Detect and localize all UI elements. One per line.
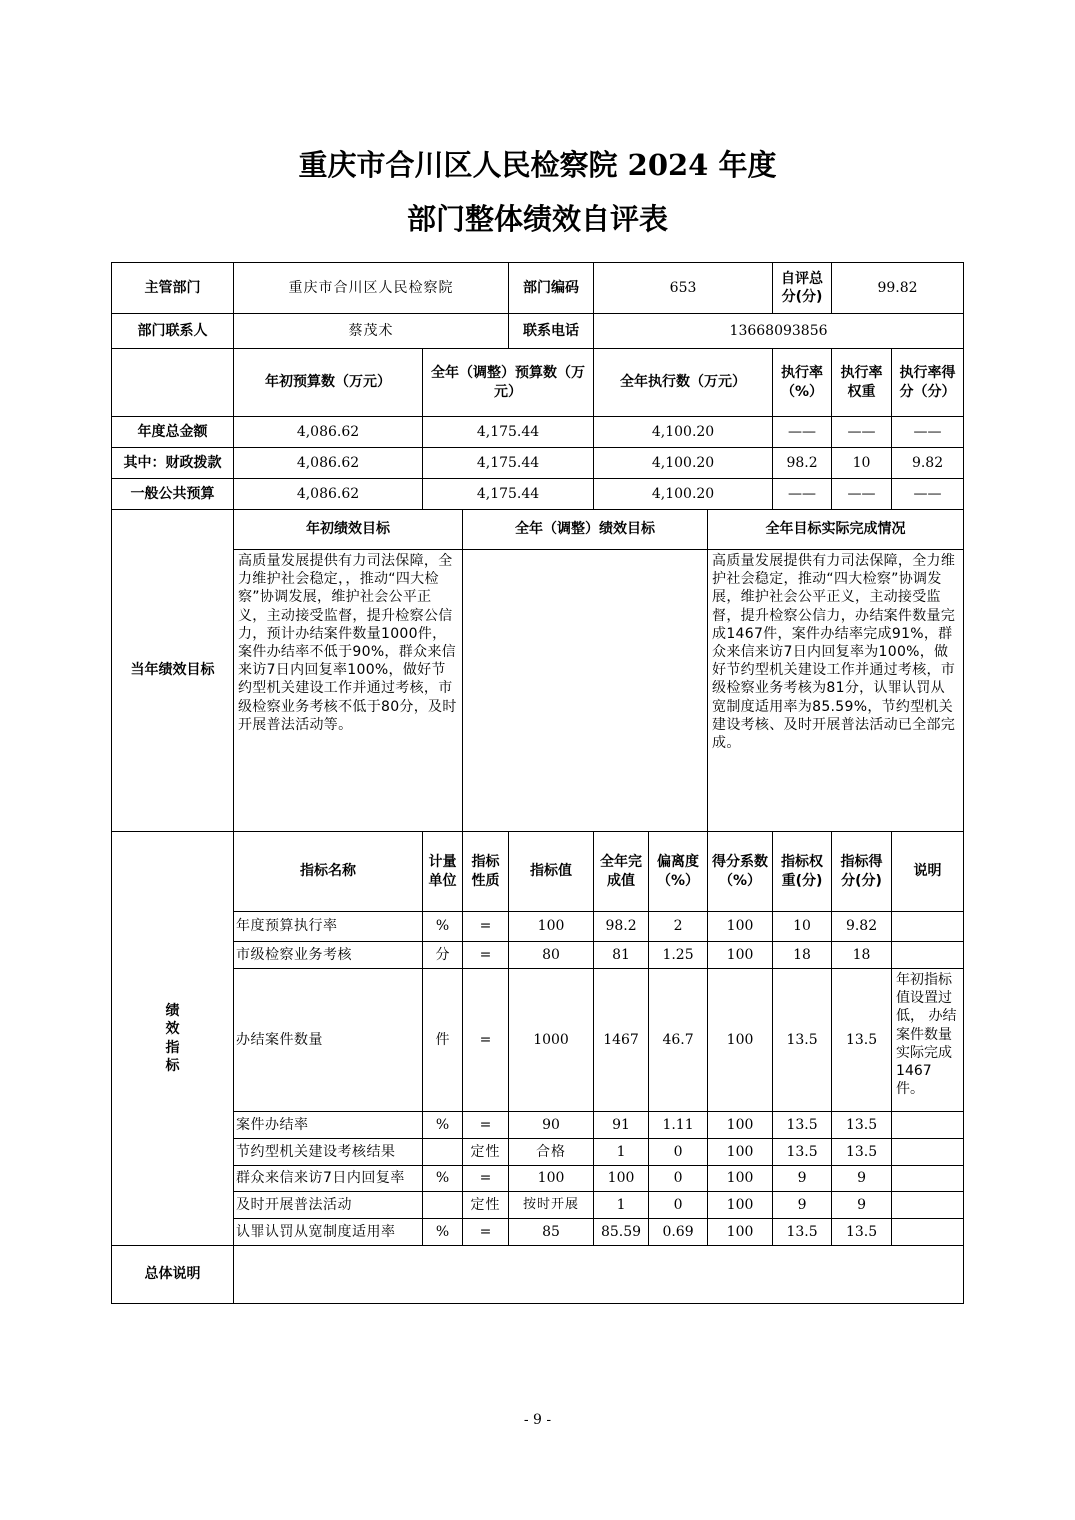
ind-value: 1000 [509, 969, 594, 1112]
budget-row-label: 其中：财政拨款 [112, 448, 234, 479]
ind-deviation: 46.7 [649, 969, 708, 1112]
ind-score: 13.5 [832, 1139, 892, 1166]
executed-header: 全年执行数（万元） [594, 349, 773, 417]
budget-weight: —— [832, 479, 892, 510]
ind-weight-header: 指标权重(分) [773, 832, 832, 912]
ind-weight: 9 [773, 1192, 832, 1219]
ind-unit-header: 计量单位 [423, 832, 463, 912]
budget-initial: 4,086.62 [234, 479, 423, 510]
ind-completed: 98.2 [594, 912, 649, 942]
ind-name: 节约型机关建设考核结果 [234, 1139, 423, 1166]
ind-score: 13.5 [832, 1219, 892, 1246]
ind-value: 100 [509, 912, 594, 942]
ind-nature: = [463, 912, 509, 942]
ind-coef: 100 [708, 1166, 773, 1192]
ind-remark [892, 1166, 964, 1192]
ind-name: 年度预算执行率 [234, 912, 423, 942]
budget-score: 9.82 [892, 448, 964, 479]
budget-rate: 98.2 [773, 448, 832, 479]
ind-unit: % [423, 1166, 463, 1192]
ind-score: 9 [832, 1166, 892, 1192]
budget-weight: 10 [832, 448, 892, 479]
dept-value: 重庆市合川区人民检察院 [234, 263, 509, 314]
dept-code-value: 653 [594, 263, 773, 314]
phone-value: 13668093856 [594, 314, 964, 349]
ind-score: 18 [832, 942, 892, 969]
ind-value: 按时开展 [509, 1192, 594, 1219]
page-number: - 9 - [523, 1412, 552, 1428]
table-row [112, 969, 964, 1112]
ind-remark [892, 1192, 964, 1219]
ind-score: 9.82 [832, 912, 892, 942]
ind-completed: 1 [594, 1192, 649, 1219]
dept-label: 主管部门 [112, 263, 234, 314]
ind-value: 85 [509, 1219, 594, 1246]
budget-executed: 4,100.20 [594, 417, 773, 448]
ind-coef: 100 [708, 942, 773, 969]
table-row [112, 942, 964, 969]
ind-unit: 件 [423, 969, 463, 1112]
ind-nature: = [463, 1166, 509, 1192]
ind-nature: = [463, 1112, 509, 1139]
budget-adjusted: 4,175.44 [423, 417, 594, 448]
summary-label: 总体说明 [112, 1246, 234, 1304]
actual-text: 高质量发展提供有力司法保障，全力维护社会稳定，推动“四大检察”协调发展，维护社会公平正义，主动接受监督，提升检察公信力，办结案件数量完成1467件，案件办结率完成91%，群众来信来访7日内回复率为100%，做好节约型机关建设工作并通过考核，市级检察业务考核为81分，认罪认罚从宽制度适用率为85.59%，节约型机关建设考核、及时开展普法活动已全部完成。 [708, 550, 964, 832]
ind-name-header: 指标名称 [234, 832, 423, 912]
title-line-2: 部门整体绩效自评表 [406, 202, 668, 236]
ind-nature: = [463, 969, 509, 1112]
ind-score-header: 指标得分(分) [832, 832, 892, 912]
ind-deviation-header: 偏离度（%） [649, 832, 708, 912]
row-dept [112, 263, 964, 314]
ind-coef: 100 [708, 1219, 773, 1246]
ind-weight: 10 [773, 912, 832, 942]
ind-remark [892, 912, 964, 942]
ind-name: 案件办结率 [234, 1112, 423, 1139]
budget-row [112, 479, 964, 510]
budget-adjusted: 4,175.44 [423, 479, 594, 510]
row-indicator-header [112, 832, 964, 912]
budget-initial: 4,086.62 [234, 448, 423, 479]
adjusted-budget-header: 全年（调整）预算数（万元） [423, 349, 594, 417]
ind-remark [892, 1219, 964, 1246]
ind-coef: 100 [708, 1192, 773, 1219]
ind-deviation: 0 [649, 1166, 708, 1192]
table-row [112, 1139, 964, 1166]
budget-score: —— [892, 479, 964, 510]
ind-name: 认罪认罚从宽制度适用率 [234, 1219, 423, 1246]
ind-coef-header: 得分系数（%） [708, 832, 773, 912]
budget-weight: —— [832, 417, 892, 448]
budget-executed: 4,100.20 [594, 448, 773, 479]
self-score-label: 自评总分(分) [773, 263, 832, 314]
ind-score: 13.5 [832, 969, 892, 1112]
adjusted-goal-text [463, 550, 708, 832]
adjusted-goal-header: 全年（调整）绩效目标 [463, 510, 708, 550]
goals-label: 当年绩效目标 [112, 510, 234, 832]
ind-completed: 85.59 [594, 1219, 649, 1246]
indicators-label [112, 832, 234, 1246]
ind-score: 13.5 [832, 1112, 892, 1139]
ind-name: 群众来信来访7日内回复率 [234, 1166, 423, 1192]
ind-deviation: 1.11 [649, 1112, 708, 1139]
ind-deviation: 2 [649, 912, 708, 942]
ind-score: 9 [832, 1192, 892, 1219]
ind-unit: 分 [423, 942, 463, 969]
contact-value: 蔡茂术 [234, 314, 509, 349]
ind-weight: 13.5 [773, 1112, 832, 1139]
budget-row-label: 一般公共预算 [112, 479, 234, 510]
ind-value: 合格 [509, 1139, 594, 1166]
ind-weight: 13.5 [773, 1139, 832, 1166]
ind-unit: % [423, 1219, 463, 1246]
budget-rate: —— [773, 417, 832, 448]
budget-initial: 4,086.62 [234, 417, 423, 448]
ind-coef: 100 [708, 969, 773, 1112]
row-contact [112, 314, 964, 349]
ind-weight: 13.5 [773, 1219, 832, 1246]
ind-value-header: 指标值 [509, 832, 594, 912]
initial-budget-header: 年初预算数（万元） [234, 349, 423, 417]
summary-text [234, 1246, 964, 1304]
ind-name: 办结案件数量 [234, 969, 423, 1112]
ind-remark: 年初指标值设置过低， 办结案件数量实际完成1467件。 [892, 969, 964, 1112]
budget-row [112, 448, 964, 479]
ind-coef: 100 [708, 912, 773, 942]
budget-row [112, 417, 964, 448]
ind-deviation: 0 [649, 1139, 708, 1166]
table-row [112, 1219, 964, 1246]
budget-adjusted: 4,175.44 [423, 448, 594, 479]
ind-nature: 定性 [463, 1192, 509, 1219]
budget-score: —— [892, 417, 964, 448]
self-score-value: 99.82 [832, 263, 964, 314]
ind-unit: % [423, 912, 463, 942]
exec-score-header: 执行率得分（分） [892, 349, 964, 417]
table-row [112, 912, 964, 942]
ind-name: 及时开展普法活动 [234, 1192, 423, 1219]
ind-remark [892, 942, 964, 969]
row-summary [112, 1246, 964, 1304]
ind-completed: 100 [594, 1166, 649, 1192]
ind-unit [423, 1192, 463, 1219]
title-line-1: 重庆市合川区人民检察院 2024 年度 [298, 148, 777, 182]
initial-goal-header: 年初绩效目标 [234, 510, 463, 550]
ind-completed: 81 [594, 942, 649, 969]
actual-header: 全年目标实际完成情况 [708, 510, 964, 550]
ind-value: 100 [509, 1166, 594, 1192]
ind-value: 80 [509, 942, 594, 969]
ind-remark-header: 说明 [892, 832, 964, 912]
exec-weight-header: 执行率权重 [832, 349, 892, 417]
row-goals-header [112, 510, 964, 550]
ind-completed: 1 [594, 1139, 649, 1166]
ind-coef: 100 [708, 1112, 773, 1139]
row-budget-header [112, 349, 964, 417]
table-row [112, 1192, 964, 1219]
ind-nature: = [463, 942, 509, 969]
table-row [112, 1166, 964, 1192]
ind-completed: 91 [594, 1112, 649, 1139]
row-goals-content [112, 550, 964, 832]
ind-coef: 100 [708, 1139, 773, 1166]
ind-completed-header: 全年完成值 [594, 832, 649, 912]
budget-header-blank [112, 349, 234, 417]
ind-deviation: 1.25 [649, 942, 708, 969]
table-row [112, 1112, 964, 1139]
ind-unit: % [423, 1112, 463, 1139]
ind-deviation: 0.69 [649, 1219, 708, 1246]
budget-rate: —— [773, 479, 832, 510]
contact-label: 部门联系人 [112, 314, 234, 349]
ind-nature: = [463, 1219, 509, 1246]
indicators-label-text: 绩效指标 [165, 1003, 180, 1074]
ind-weight: 13.5 [773, 969, 832, 1112]
dept-code-label: 部门编码 [509, 263, 594, 314]
ind-remark [892, 1139, 964, 1166]
ind-weight: 18 [773, 942, 832, 969]
ind-nature-header: 指标性质 [463, 832, 509, 912]
exec-rate-header: 执行率（%） [773, 349, 832, 417]
phone-label: 联系电话 [509, 314, 594, 349]
initial-goal-text: 高质量发展提供有力司法保障，全力维护社会稳定，，推动“四大检察”协调发展，维护社会公平正义，主动接受监督，提升检察公信力，预计办结案件数量1000件，案件办结率不低于90%，群众来信来访7日内回复率100%，做好节约型机关建设工作并通过考核，市级检察业务考核不低于80分，及时开展普法活动等。 [234, 550, 463, 832]
ind-completed: 1467 [594, 969, 649, 1112]
ind-unit [423, 1139, 463, 1166]
budget-row-label: 年度总金额 [112, 417, 234, 448]
ind-remark [892, 1112, 964, 1139]
ind-deviation: 0 [649, 1192, 708, 1219]
budget-executed: 4,100.20 [594, 479, 773, 510]
ind-weight: 9 [773, 1166, 832, 1192]
ind-name: 市级检察业务考核 [234, 942, 423, 969]
ind-nature: 定性 [463, 1139, 509, 1166]
ind-value: 90 [509, 1112, 594, 1139]
evaluation-table [111, 262, 964, 1304]
